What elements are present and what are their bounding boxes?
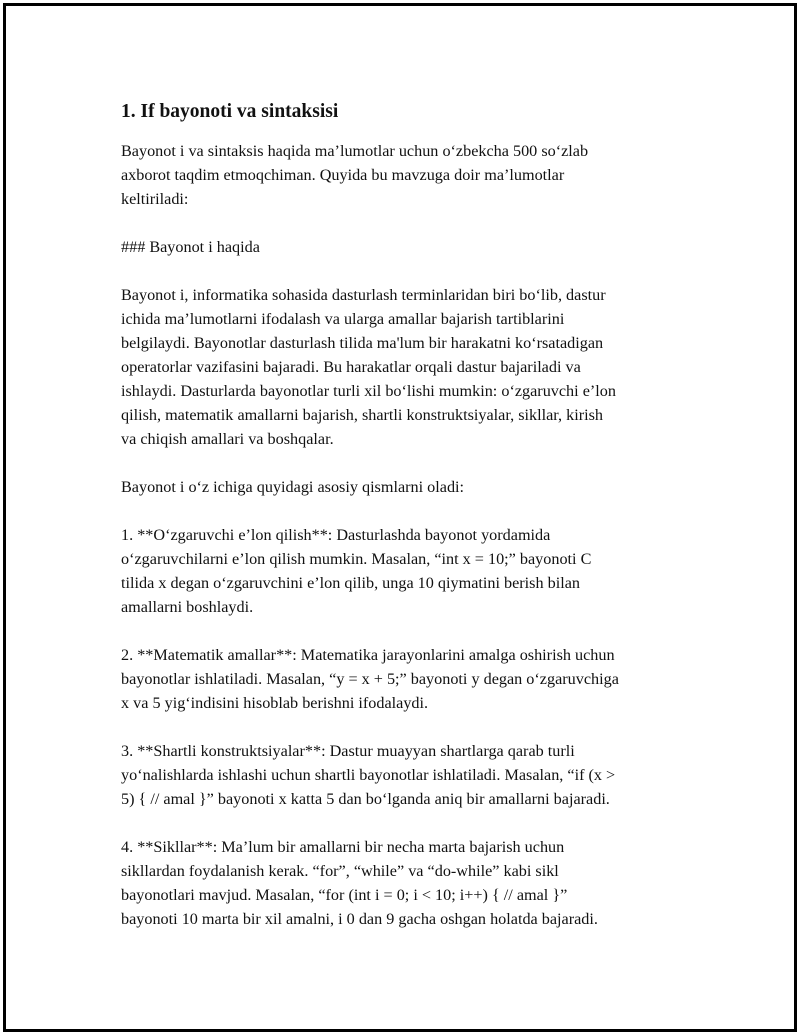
text-line: ichida ma’lumotlarni ifodalash va ularga amallar bajarish tartiblarini xyxy=(121,310,565,328)
text-line: axborot taqdim etmoqchiman. Quyida bu mavzuga doir ma’lumotlar xyxy=(121,166,565,184)
paragraph-parts-intro xyxy=(121,475,691,499)
text-line: belgilaydi. Bayonotlar dasturlash tilida ma'lum bir harakatni ko‘rsatadigan xyxy=(121,334,604,352)
text-line: operatorlar vazifasini bajaradi. Bu harakatlar orqali dastur bajariladi va xyxy=(121,358,581,376)
paragraph-item-1 xyxy=(121,523,691,619)
text-line: ### Bayonot i haqida xyxy=(121,238,260,256)
text-line: Bayonot i va sintaksis haqida ma’lumotlar uchun o‘zbekcha 500 so‘zlab xyxy=(121,142,589,160)
text-line: qilish, matematik amallarni bajarish, shartli konstruktsiyalar, sikllar, kirish xyxy=(121,406,603,424)
text-line: ishlaydi. Dasturlarda bayonotlar turli xil bo‘lishi mumkin: o‘zgaruvchi e’lon xyxy=(121,382,616,400)
text-line: 3. **Shartli konstruktsiyalar**: Dastur muayyan shartlarga qarab turli xyxy=(121,742,575,760)
text-line: 5) { // amal }” bayonoti x katta 5 dan bo‘lganda aniq bir amallarni bajaradi. xyxy=(121,790,610,808)
text-line: Bayonot i, informatika sohasida dasturlash terminlaridan biri bo‘lib, dastur xyxy=(121,286,606,304)
document-page xyxy=(3,3,797,1032)
paragraph-intro xyxy=(121,139,691,211)
paragraph-definition xyxy=(121,283,691,451)
text-line: 2. **Matematik amallar**: Matematika jarayonlarini amalga oshirish uchun xyxy=(121,646,615,664)
text-line: bayonotlari mavjud. Masalan, “for (int i = 0; i < 10; i++) { // amal }” xyxy=(121,886,568,904)
text-line: yo‘nalishlarda ishlashi uchun shartli bayonotlar ishlatiladi. Masalan, “if (x > xyxy=(121,766,616,784)
section-heading: 1. If bayonoti va sintaksisi xyxy=(121,101,339,122)
paragraph-item-2 xyxy=(121,643,691,715)
document-body xyxy=(121,99,691,955)
text-line: tilida x degan o‘zgaruvchini e’lon qilib, unga 10 qiymatini berish bilan xyxy=(121,574,580,592)
text-line: 4. **Sikllar**: Ma’lum bir amallarni bir necha marta bajarish uchun xyxy=(121,838,565,856)
text-line: Bayonot i o‘z ichiga quyidagi asosiy qismlarni oladi: xyxy=(121,478,465,496)
text-line: amallarni boshlaydi. xyxy=(121,598,254,616)
text-line: x va 5 yig‘indisini hisoblab berishni ifodalaydi. xyxy=(121,694,429,712)
text-line: bayonotlar ishlatiladi. Masalan, “y = x + 5;” bayonoti y degan o‘zgaruvchiga xyxy=(121,670,619,688)
paragraph-item-4 xyxy=(121,835,691,931)
text-line: o‘zgaruvchilarni e’lon qilish mumkin. Masalan, “int x = 10;” bayonoti C xyxy=(121,550,592,568)
text-line: va chiqish amallari va boshqalar. xyxy=(121,430,334,448)
paragraph-subheading xyxy=(121,235,691,259)
text-line: bayonoti 10 marta bir xil amalni, i 0 dan 9 gacha oshgan holatda bajaradi. xyxy=(121,910,598,928)
paragraph-item-3 xyxy=(121,739,691,811)
text-line: 1. **O‘zgaruvchi e’lon qilish**: Dasturlashda bayonot yordamida xyxy=(121,526,551,544)
text-line: sikllardan foydalanish kerak. “for”, “while” va “do-while” kabi sikl xyxy=(121,862,559,880)
text-line: keltiriladi: xyxy=(121,190,189,208)
